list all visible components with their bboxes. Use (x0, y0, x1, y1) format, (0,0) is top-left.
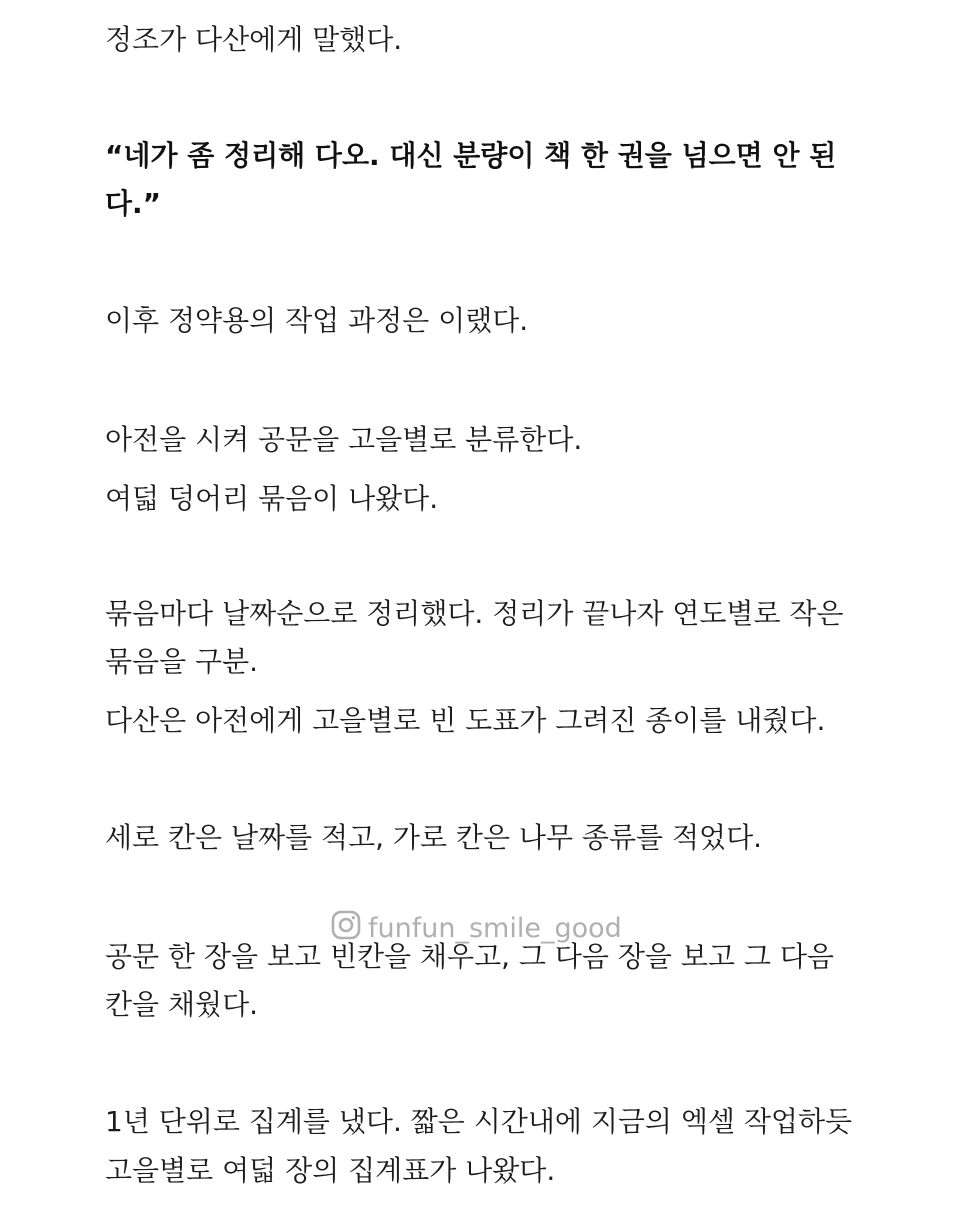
quote-line: “네가 좀 정리해 다오. 대신 분량이 책 한 권을 넘으면 안 된 (105, 139, 837, 172)
watermark-handle: funfun_smile_good (368, 912, 622, 944)
paragraph-line: 아전을 시켜 공문을 고을별로 분류한다. (105, 423, 583, 456)
instagram-icon (330, 909, 362, 948)
paragraph-line: 다산은 아전에게 고을별로 빈 도표가 그려진 종이를 내줬다. (105, 704, 826, 737)
paragraph-line: 공문 한 장을 보고 빈칸을 채우고, 그 다음 장을 보고 그 다음 (105, 940, 834, 973)
paragraph-line: 세로 칸은 날짜를 적고, 가로 칸은 나무 종류를 적었다. (105, 821, 763, 854)
paragraph-line: 여덟 덩어리 묶음이 나왔다. (105, 482, 439, 515)
paragraph-line: 1년 단위로 집계를 냈다. 짧은 시간내에 지금의 엑셀 작업하듯 (105, 1105, 853, 1138)
paragraph-line: 정조가 다산에게 말했다. (105, 23, 403, 56)
paragraph-line: 묶음마다 날짜순으로 정리했다. 정리가 끝나자 연도별로 작은 (105, 597, 844, 630)
watermark (330, 908, 622, 948)
paragraph-line: 칸을 채웠다. (105, 988, 259, 1021)
paragraph-line: 이후 정약용의 작업 과정은 이랬다. (105, 304, 529, 337)
paragraph-line: 묶음을 구분. (105, 645, 259, 678)
quote-line: 다.” (105, 187, 162, 220)
paragraph-line: 고을별로 여덟 장의 집계표가 나왔다. (105, 1154, 556, 1187)
